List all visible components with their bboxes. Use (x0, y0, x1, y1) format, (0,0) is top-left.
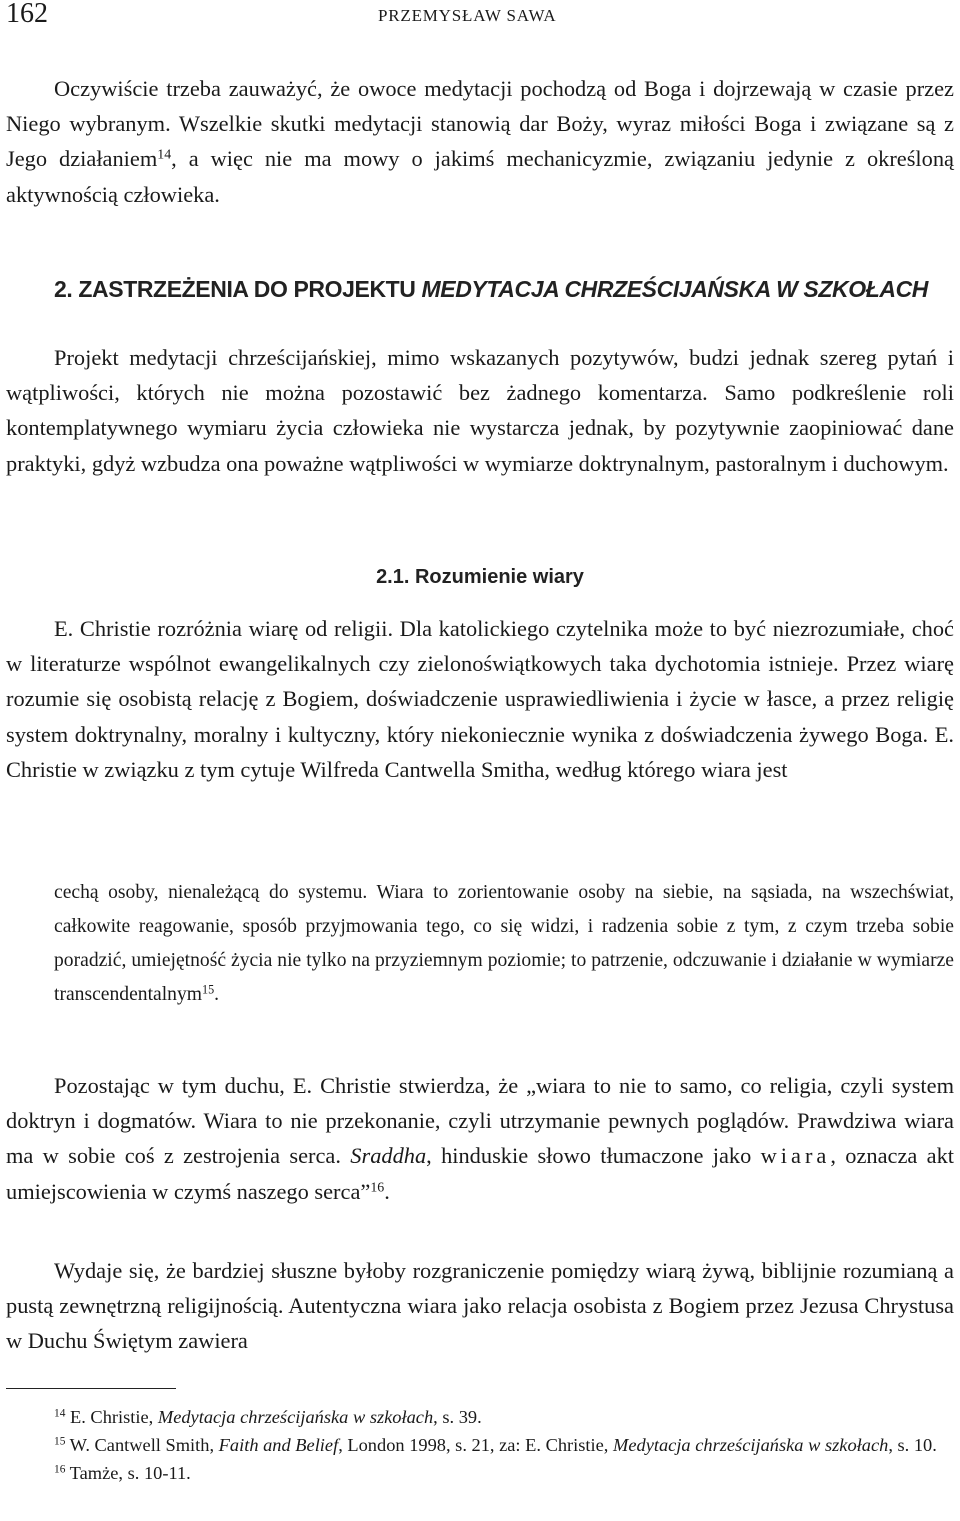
footnote-number: 14 (54, 1407, 66, 1420)
block-quote-text: cechą osoby, nienależącą do systemu. Wiara to zorientowanie osoby na siebie, na sąsiada, na wszechświat, całkowite reagowanie, sposób przyjmowania tego, co się widzi, i radzenia sobie z tym, z czym trzeba sobie poradzić, umiejętność życia nie tylko na przyziemnym poziomie; to patrzenie, odczuwanie i działanie w wymiarze transcendentalnym (54, 882, 954, 1005)
footnote-text-end: , s. 39. (433, 1407, 482, 1427)
paragraph-5: Wydaje się, że bardziej słuszne byłoby rozgraniczenie pomiędzy wiarą żywą, biblijnie rozumianą a pustą zewnętrzną religijnością. Autentyczna wiara jako relacja osobista z Bogiem przez Jezusa Chrystusa w Duchu Świętym zawiera (6, 1258, 954, 1354)
subsection-heading (6, 563, 954, 591)
section-title-italic: MEDYTACJA CHRZEŚCIJAŃSKA W SZKOŁACH (421, 276, 929, 302)
paragraph-1-text-end: , a więc nie ma mowy o jakimś mechanicyzmie, związaniu jedynie z określoną aktywnością człowieka. (6, 146, 954, 207)
block-quote (54, 876, 954, 1012)
paragraph-3: E. Christie rozróżnia wiarę od religii. Dla katolickiego czytelnika może to być niezrozumiałe, choć w literaturze wspólnot ewangelikalnych czy zielonoświątkowych taka dychotomia istnieje. Przez wiarę rozumie się osobistą relację z Bogiem, doświadczenie usprawiedliwienia i życie w łasce, a przez religię system doktrynalny, moralny i kultyczny, który niekoniecznie wynika z doświadczenia żywego Boga. E. Christie w związku z tym cytuje Wilfreda Cantwella Smitha, według którego wiara jest (6, 616, 954, 782)
footnote-text: Tamże, s. 10-11. (69, 1463, 191, 1483)
paragraph-1-text: Oczywiście trzeba zauważyć, że owoce medytacji pochodzą od Boga i dojrzewają w czasie przez Niego wybranym. Wszelkie skutki medytacji stanowią dar Boży, wyraz miłości Boga i związane są z Jego działaniem (6, 76, 954, 172)
footnote-ref-14[interactable]: 14 (157, 147, 172, 163)
paragraph-4-text-2: , hinduskie słowo tłumaczone jako (426, 1143, 752, 1169)
footnote-ref-16[interactable]: 16 (370, 1179, 385, 1195)
section-number: 2. (54, 276, 73, 302)
footnote-title-2: Medytacja chrześcijańska w szkołach (613, 1435, 889, 1455)
footnote-text: W. Cantwell Smith, (69, 1435, 215, 1455)
footnote-title: Faith and Belief (218, 1435, 339, 1455)
running-title: PRZEMYSŁAW SAWA (378, 6, 557, 25)
footnotes (6, 1403, 954, 1487)
footnote-15 (6, 1431, 954, 1459)
page-number: 162 (6, 0, 48, 29)
footnote-number: 15 (54, 1435, 66, 1448)
section-heading (6, 274, 954, 304)
sraddha-term: Sraddha (350, 1143, 427, 1169)
spaced-term: wiara (760, 1143, 831, 1169)
footnote-text: E. Christie, (70, 1407, 154, 1427)
footnote-text-mid: , London 1998, s. 21, za: E. Christie, (338, 1435, 609, 1455)
paragraph-2: Projekt medytacji chrześcijańskiej, mimo wskazanych pozytywów, budzi jednak szereg pytań i wątpliwości, których nie można pozostawić bez żadnego komentarza. Samo podkreślenie roli kontemplatywnego wymiaru życia człowieka nie wystarcza jednak, by pozytywnie zaopiniować dane praktyki, gdyż wzbudza ona poważne wątpliwości w wymiarze doktrynalnym, pastoralnym i duchowym. (6, 345, 954, 476)
running-head (6, 0, 954, 30)
footnote-text-end: , s. 10. (888, 1435, 937, 1455)
paragraph-4-text-3: , oznacza akt umiejscowienia w czymś naszego serca” (6, 1143, 954, 1204)
block-quote-end: . (214, 984, 220, 1005)
paragraph-4 (6, 1068, 954, 1209)
footnote-title: Medytacja chrześcijańska w szkołach (157, 1407, 434, 1427)
footnote-14 (6, 1403, 954, 1431)
paragraph-4-text: Pozostając w tym duchu, E. Christie stwierdza, że „wiara to nie to samo, co religia, czyli system doktryn i dogmatów. Wiara to nie przekonanie, czyli utrzymanie pewnych poglądów. Prawdziwa wiara ma w sobie coś z zestrojenia serca. (6, 1073, 954, 1169)
footnote-16 (6, 1459, 954, 1487)
subsection-number: 2.1. (376, 566, 410, 588)
paragraph-1 (6, 71, 954, 212)
footnote-divider (6, 1388, 176, 1389)
footnote-ref-15[interactable]: 15 (202, 982, 215, 997)
subsection-title: Rozumienie wiary (414, 566, 584, 588)
section-title: ZASTRZEŻENIA DO PROJEKTU (78, 276, 416, 302)
paragraph-4-end: . (384, 1178, 390, 1204)
footnote-number: 16 (54, 1463, 66, 1476)
